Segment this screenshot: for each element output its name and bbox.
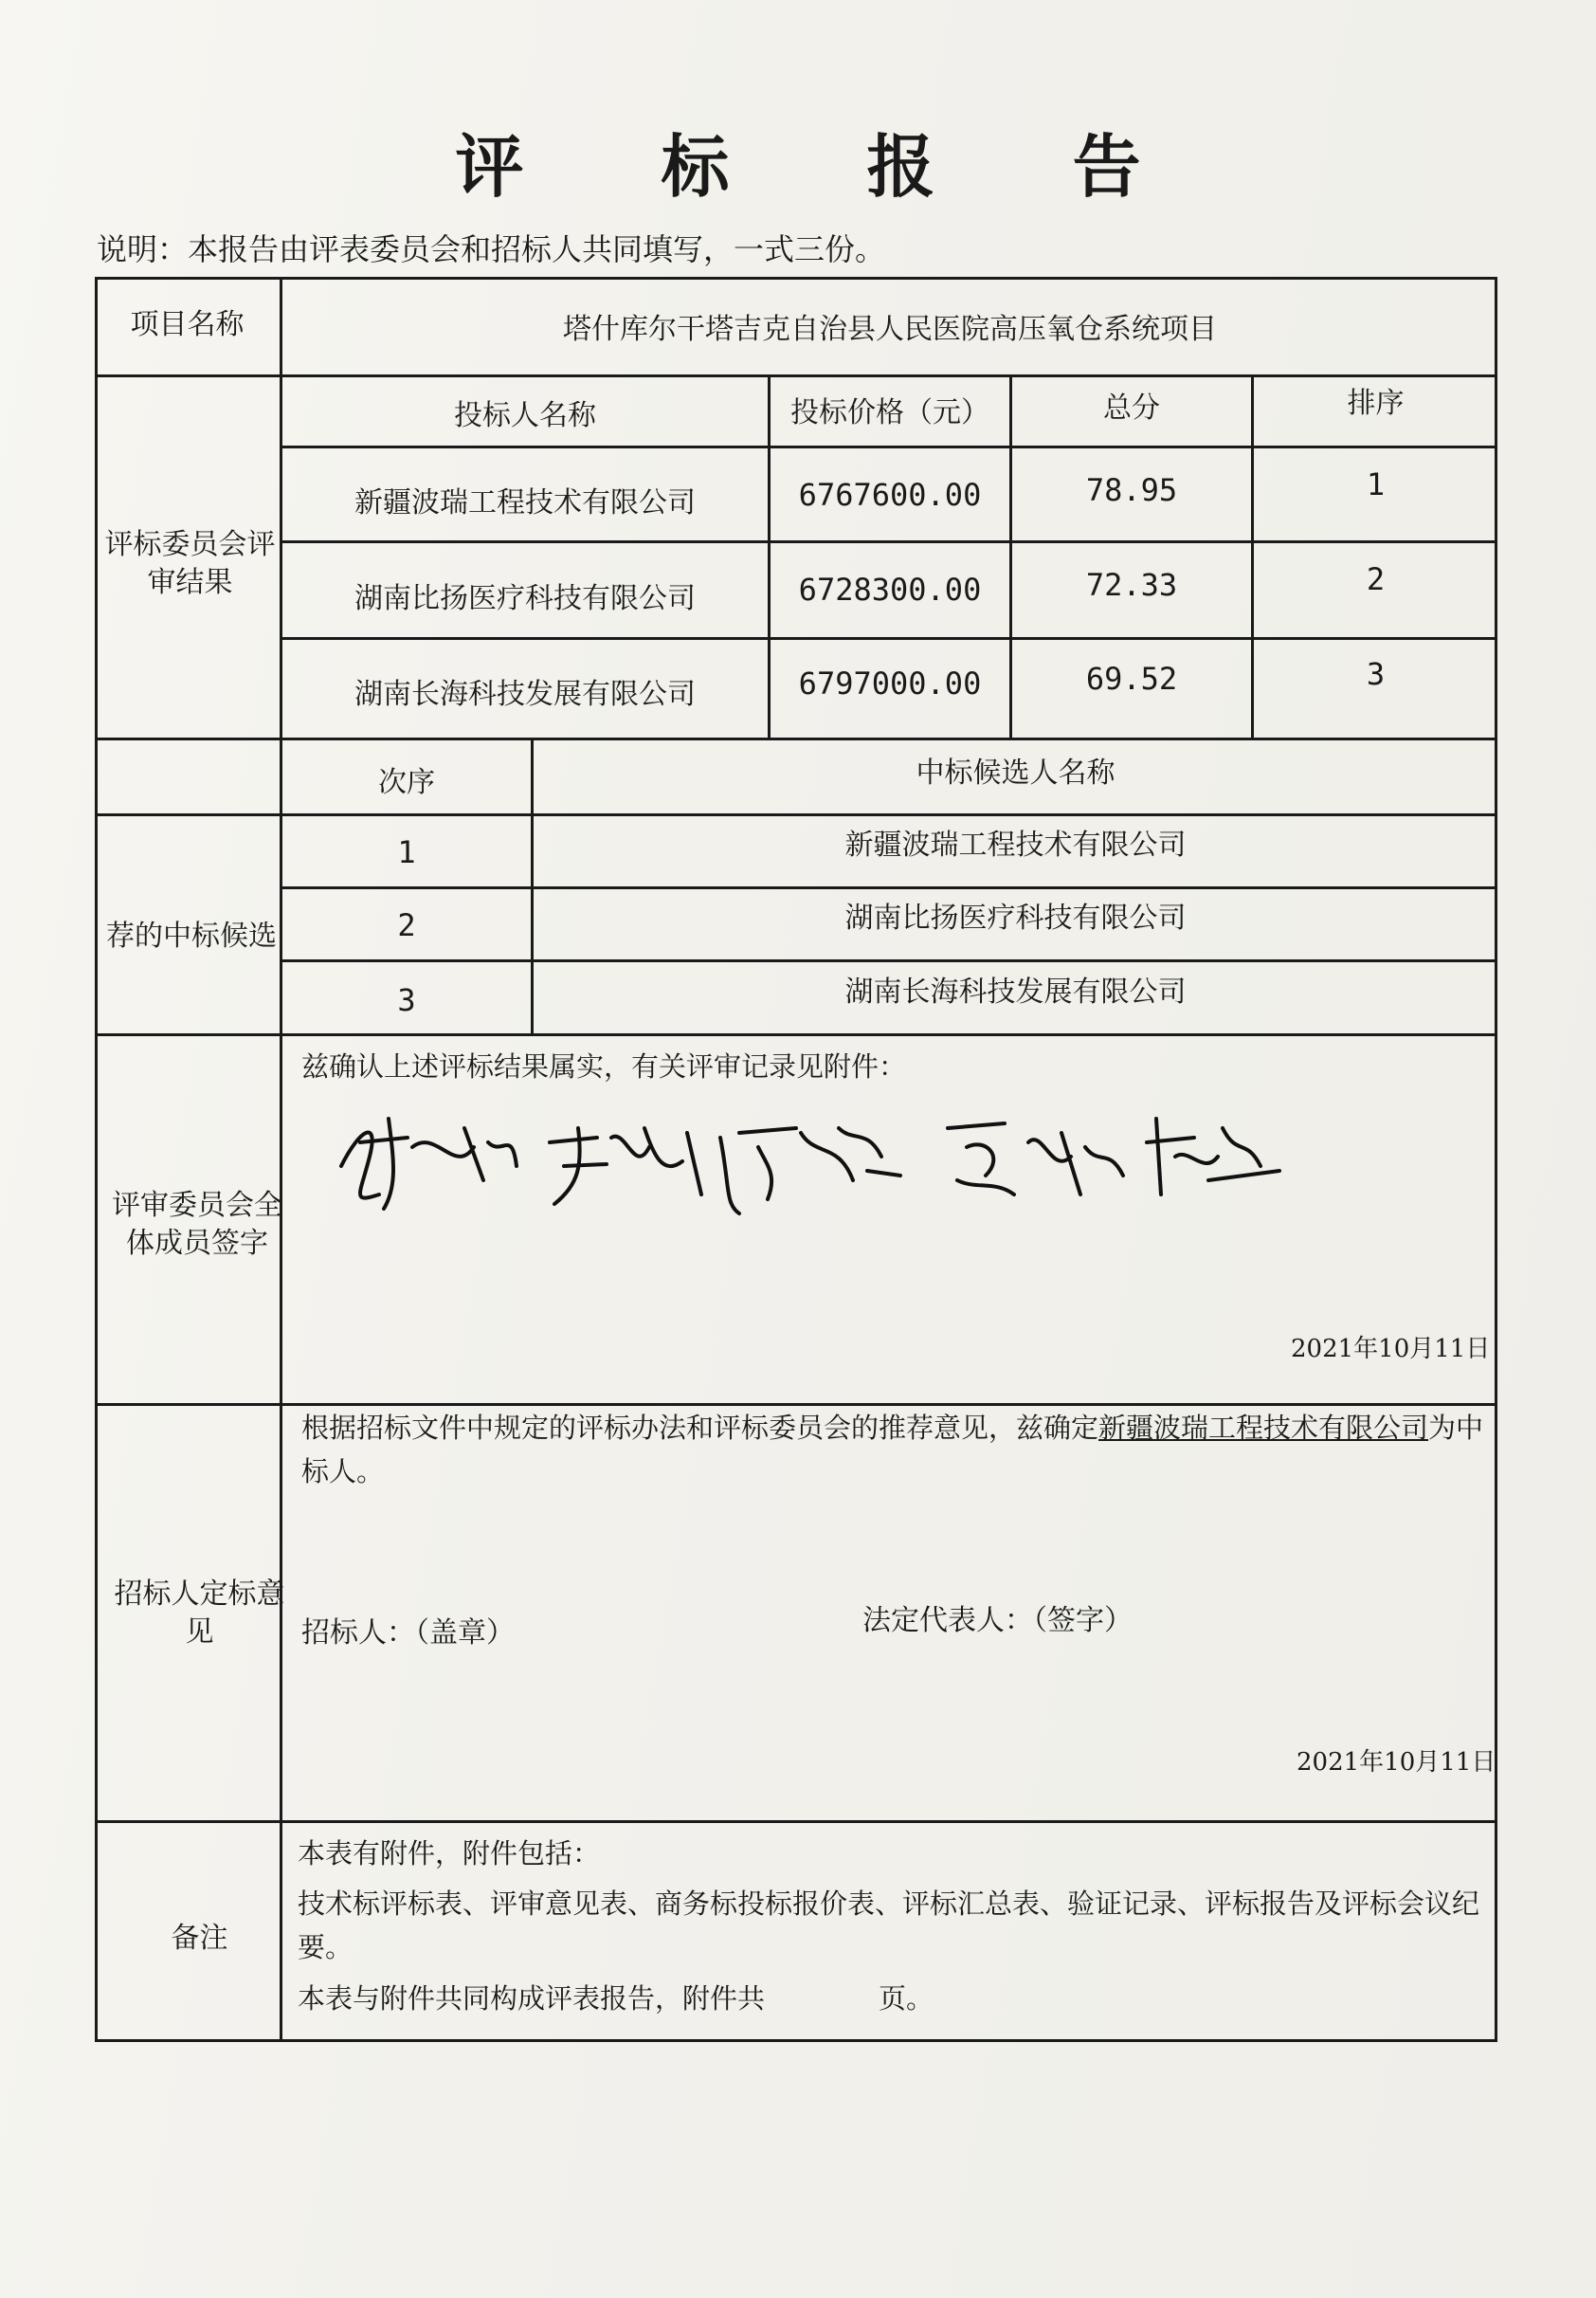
candidate-row-1-name: 新疆波瑞工程技术有限公司 bbox=[844, 829, 1187, 862]
tenderer-decision bbox=[301, 1406, 1496, 1493]
candidate-row-2-order: 2 bbox=[397, 907, 416, 943]
committee-signatures bbox=[322, 1090, 1289, 1223]
review-header-bidder: 投标人名称 bbox=[454, 399, 596, 432]
decision-text-before: 根据招标文件中规定的评标办法和评标委员会的推荐意见，兹确定 bbox=[301, 1412, 1099, 1444]
review-row-3-name: 湖南长海科技发展有限公司 bbox=[354, 678, 696, 711]
remarks-line-3-start: 本表与附件共同构成评表报告，附件共 bbox=[298, 1982, 766, 2015]
candidate-header-name: 中标候选人名称 bbox=[916, 757, 1115, 790]
committee-date: 2021年10月11日 bbox=[1291, 1335, 1491, 1363]
winner-name: 新疆波瑞工程技术有限公司 bbox=[1098, 1412, 1429, 1444]
review-header-score: 总分 bbox=[1103, 392, 1160, 425]
review-row-1-rank: 1 bbox=[1366, 466, 1386, 502]
tenderer-date: 2021年10月11日 bbox=[1297, 1748, 1496, 1777]
project-name: 塔什库尔干塔吉克自治县人民医院高压氧仓系统项目 bbox=[563, 313, 1217, 346]
review-row-2-price: 6728300.00 bbox=[798, 572, 982, 608]
candidate-row-1-order: 1 bbox=[397, 834, 416, 870]
decision-text-after: 为中标人。 bbox=[301, 1412, 1484, 1487]
remarks-line-3-end: 页。 bbox=[879, 1982, 934, 2015]
review-row-1-price: 6767600.00 bbox=[798, 477, 982, 513]
remarks-line-3 bbox=[298, 1977, 1492, 2020]
remarks-line-2: 技术标评标表、评审意见表、商务标投标报价表、评标汇总表、验证记录、评标报告及评标会议纪要。 bbox=[298, 1888, 1480, 1963]
review-label-text: 评标委员会评审结果 bbox=[104, 528, 276, 599]
candidate-row-3-name: 湖南长海科技发展有限公司 bbox=[844, 976, 1187, 1009]
candidate-header-divider bbox=[95, 813, 1497, 816]
tenderer-seal-label: 招标人：（盖章） bbox=[301, 1616, 515, 1650]
review-row-2-rank: 2 bbox=[1366, 561, 1386, 597]
page-title: 评 标 报 告 bbox=[455, 126, 1198, 207]
remarks-line-1: 本表有附件，附件包括： bbox=[298, 1837, 601, 1869]
review-header-divider bbox=[280, 446, 1497, 448]
review-label bbox=[102, 526, 278, 602]
review-header-rank: 排序 bbox=[1347, 387, 1405, 420]
row-divider bbox=[95, 374, 1497, 377]
review-row-divider bbox=[280, 637, 1497, 640]
remarks-label: 备注 bbox=[171, 1922, 228, 1955]
review-row-1-score: 78.95 bbox=[1085, 472, 1178, 508]
committee-statement: 兹确认上述评标结果属实，有关评审记录见附件： bbox=[301, 1050, 907, 1083]
tenderer-label bbox=[112, 1576, 287, 1651]
committee-label bbox=[112, 1187, 282, 1263]
candidate-row-3-order: 3 bbox=[397, 982, 416, 1018]
project-label: 项目名称 bbox=[130, 308, 245, 341]
review-row-2-name: 湖南比扬医疗科技有限公司 bbox=[354, 582, 696, 615]
candidate-header-order: 次序 bbox=[378, 766, 435, 799]
candidate-row-2-name: 湖南比扬医疗科技有限公司 bbox=[844, 902, 1187, 935]
committee-label-text: 评审委员会全体成员签字 bbox=[112, 1189, 282, 1260]
review-row-2-score: 72.33 bbox=[1085, 567, 1178, 603]
tenderer-label-text: 招标人定标意见 bbox=[114, 1578, 285, 1649]
review-row-divider bbox=[280, 540, 1497, 543]
legal-rep-label: 法定代表人：（签字） bbox=[862, 1604, 1133, 1637]
row-divider bbox=[95, 738, 1497, 740]
review-row-1-name: 新疆波瑞工程技术有限公司 bbox=[354, 486, 696, 520]
candidate-row-divider bbox=[280, 886, 1497, 889]
review-row-3-score: 69.52 bbox=[1085, 661, 1178, 697]
candidate-label: 荐的中标候选 bbox=[106, 920, 277, 953]
review-header-price: 投标价格（元） bbox=[790, 396, 989, 429]
row-divider bbox=[95, 1033, 1497, 1036]
instruction-note: 说明：本报告由评表委员会和招标人共同填写，一式三份。 bbox=[97, 231, 886, 267]
review-row-3-price: 6797000.00 bbox=[798, 666, 982, 702]
candidate-row-divider bbox=[280, 959, 1497, 962]
review-row-3-rank: 3 bbox=[1366, 656, 1386, 692]
row-divider bbox=[95, 1820, 1497, 1823]
